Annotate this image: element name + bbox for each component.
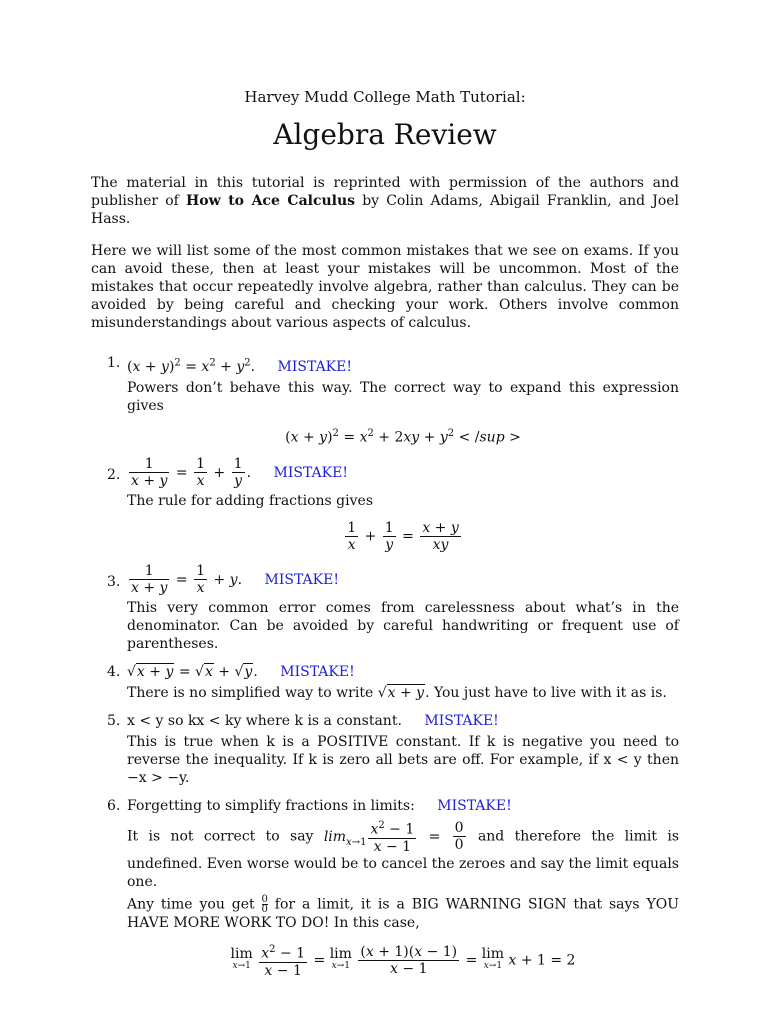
item-heading <box>127 797 679 815</box>
math-expression: $\lim_{x\to 1}$ $\frac{x^2 - 1}{x - 1}$ = $\frac{0}{0}$ <box>323 820 464 855</box>
math-expression: x < y so kx < ky where k is a constant. <box>127 713 402 730</box>
list-item <box>91 663 679 702</box>
item-explanation: This is true when k is a POSITIVE constant. If k is negative you need to reverse the inequality. If k is zero all bets are off. For example, if x < y then −x > −y. <box>127 734 679 787</box>
book-title: How to Ace Calculus <box>186 193 356 209</box>
item-number: 2. <box>107 467 121 484</box>
list-item <box>91 354 679 446</box>
explanation-text: for a limit, it is a BIG WARNING SIGN that says YOU HAVE MORE WORK TO DO! In this case, <box>127 896 680 931</box>
intro-text: The material in this tutorial is reprinted with permission of the authors and publisher of <box>91 175 679 209</box>
math-display: $\frac{1}{x}$ + $\frac{1}{y}$ = $\frac{x + y}{xy}$ <box>347 520 459 554</box>
explanation-text: . You just have to live with it as is. <box>425 685 667 702</box>
mistakes-list <box>91 354 679 979</box>
explanation-text: Any time you get <box>127 896 255 913</box>
item-number: 4. <box>107 664 121 681</box>
math-expression: $\frac{1}{x + y}$ = $\frac{1}{x}$ + y. <box>131 563 247 597</box>
mistake-label: MISTAKE! <box>273 464 348 481</box>
item-heading-text: Forgetting to simplify fractions in limits: <box>127 798 415 815</box>
document-subtitle: Harvey Mudd College Math Tutorial: <box>244 88 526 106</box>
math-expression: $\frac{1}{x + y}$ = $\frac{1}{x}$ + $\frac{1}{y}$ . <box>131 456 256 490</box>
item-number: 5. <box>107 713 121 730</box>
mistake-label: MISTAKE! <box>280 664 355 681</box>
explanation-text: and therefore the limit is undefined. Even worse would be to cancel the zeroes and say the limit equals one. <box>127 828 680 890</box>
item-number: 6. <box>107 798 121 815</box>
item-explanation: Powers don’t behave this way. The correct way to expand this expression gives <box>127 379 679 414</box>
explanation-text: It is not correct to say <box>127 828 314 845</box>
item-number: 3. <box>107 574 121 591</box>
mistake-label: MISTAKE! <box>277 358 352 375</box>
item-explanation <box>127 818 679 891</box>
math-display: $(x + y)^2 = x^2 + 2xy + y^2 < /sup$ > <box>285 427 521 446</box>
math-expression: √x + y <box>377 685 425 702</box>
math-expression: $(x + y)^2 = x^2 + y^2$. <box>127 357 256 375</box>
item-number: 1. <box>107 355 121 371</box>
intro-paragraph-1 <box>91 174 679 228</box>
mistake-label: MISTAKE! <box>424 713 499 730</box>
list-item <box>91 456 679 553</box>
item-explanation: This very common error comes from carelessness about what’s in the denominator. Can be avoided by careful handwriting or frequent use of parentheses. <box>127 600 679 653</box>
document-title: Algebra Review <box>273 118 497 151</box>
item-explanation <box>127 895 679 932</box>
item-explanation: The rule for adding fractions gives <box>127 493 374 510</box>
item-heading <box>127 354 679 376</box>
document-page <box>91 86 679 989</box>
item-heading <box>127 563 679 596</box>
list-item <box>91 797 679 978</box>
item-explanation <box>127 684 679 702</box>
item-heading <box>127 663 679 681</box>
item-heading <box>127 456 679 489</box>
intro-paragraph-2: Here we will list some of the most common mistakes that we see on exams. If you can avoid these, then at least your mistakes will be uncommon. Most of the mistakes that occur repeatedly involve algebra, rather than calculus. They can be avoided by being careful and checking your work. Others involve common misunderstandings about various aspects of calculus. <box>91 243 679 331</box>
mistake-label: MISTAKE! <box>437 798 512 815</box>
math-display: lim x→1 $\frac{x^2 - 1}{x - 1}$ = lim x→1 $\frac{(x + 1)(x - 1)}{x - 1}$ = lim x→1 x + 1 = 2 <box>230 943 576 979</box>
math-expression: √x + y = √x + √y. <box>127 664 263 681</box>
intro-authors: by Colin Adams, Abigail Franklin, and Joel Hass. <box>91 193 680 227</box>
list-item <box>91 563 679 653</box>
explanation-text: There is no simplified way to write <box>127 685 374 702</box>
item-heading <box>127 712 679 730</box>
list-item <box>91 712 679 787</box>
mistake-label: MISTAKE! <box>264 571 339 588</box>
math-expression: $\frac{0}{0}$ <box>261 893 268 915</box>
